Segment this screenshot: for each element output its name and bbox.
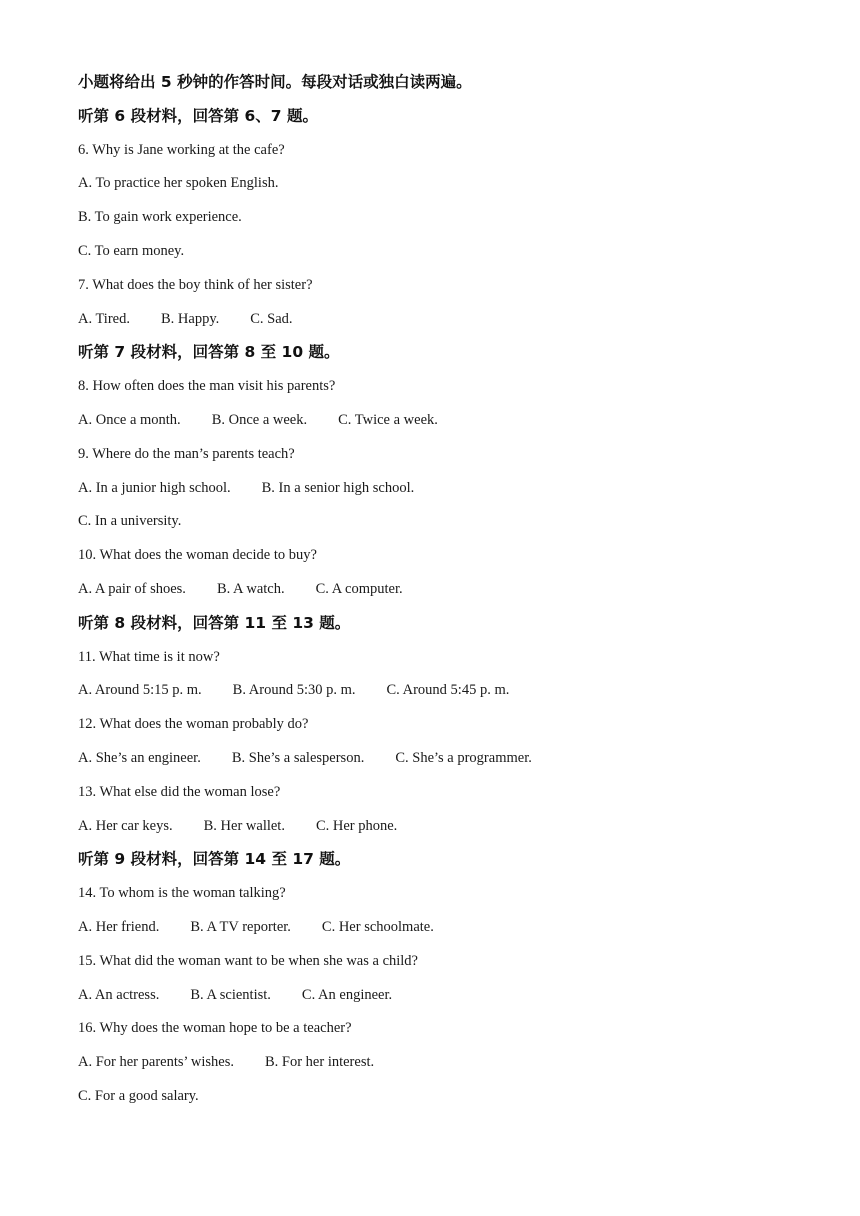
- option-a: A. To practice her spoken English.: [78, 175, 279, 192]
- option-b: B. In a senior high school.: [261, 479, 415, 496]
- question-text: 6. Why is Jane working at the cafe?: [78, 141, 285, 158]
- document-page: [78, 71, 798, 1119]
- option-a: A. Her car keys.: [78, 817, 173, 834]
- option-c: C. To earn money.: [78, 242, 185, 259]
- option-c: C. Twice a week.: [338, 411, 438, 428]
- options-row: [78, 984, 798, 1018]
- instruction-text: 小题将给出 5 秒钟的作答时间。每段对话或独白读两遍。: [78, 73, 472, 91]
- options-row: [78, 916, 798, 950]
- section-heading: 听第 9 段材料，回答第 14 至 17 题。: [78, 850, 351, 869]
- option-c: C. A computer.: [315, 580, 403, 597]
- options-row: [78, 679, 798, 713]
- question-text: 14. To whom is the woman talking?: [78, 885, 286, 902]
- option-b: B. A scientist.: [190, 986, 271, 1003]
- option-b: B. For her interest.: [264, 1054, 375, 1071]
- option-b: B. Happy.: [160, 310, 220, 327]
- option-a: A. An actress.: [78, 986, 160, 1003]
- question-text: 16. Why does the woman hope to be a teacher?: [78, 1020, 352, 1037]
- question-text: 8. How often does the man visit his parents?: [78, 378, 336, 395]
- question-text: 9. Where do the man’s parents teach?: [78, 445, 295, 462]
- options-row: [78, 1051, 798, 1085]
- question-text: 11. What time is it now?: [78, 648, 220, 665]
- question-text: 13. What else did the woman lose?: [78, 783, 281, 800]
- options-row: [78, 308, 798, 342]
- section-heading: 听第 7 段材料，回答第 8 至 10 题。: [78, 343, 340, 362]
- option-c: C. In a university.: [78, 513, 182, 530]
- options-row: [78, 578, 798, 612]
- section-heading: 听第 6 段材料，回答第 6、7 题。: [78, 106, 318, 125]
- options-row: [78, 477, 798, 511]
- option-a: A. Once a month.: [78, 411, 181, 428]
- option-c: C. Her schoolmate.: [321, 918, 434, 935]
- question-text: 15. What did the woman want to be when she was a child?: [78, 952, 418, 969]
- option-b: B. Once a week.: [211, 411, 308, 428]
- option-c: C. An engineer.: [301, 986, 393, 1003]
- option-a: A. A pair of shoes.: [78, 580, 186, 597]
- option-c: C. Sad.: [250, 310, 293, 327]
- option-a: A. In a junior high school.: [78, 479, 231, 496]
- option-a: A. Around 5:15 p. m.: [78, 682, 202, 699]
- section-heading: 听第 8 段材料，回答第 11 至 13 题。: [78, 613, 351, 632]
- option-b: B. To gain work experience.: [78, 209, 242, 226]
- option-c: C. For a good salary.: [78, 1087, 199, 1104]
- option-b: B. Around 5:30 p. m.: [232, 682, 356, 699]
- option-c: C. Around 5:45 p. m.: [386, 682, 510, 699]
- options-row: [78, 409, 798, 443]
- option-b: B. Her wallet.: [203, 817, 285, 834]
- option-b: B. A watch.: [216, 580, 285, 597]
- option-b: B. She’s a salesperson.: [231, 749, 365, 766]
- options-row: [78, 815, 798, 849]
- option-a: A. Her friend.: [78, 918, 160, 935]
- options-row: [78, 747, 798, 781]
- option-a: A. Tired.: [78, 310, 130, 327]
- option-a: A. For her parents’ wishes.: [78, 1054, 234, 1071]
- option-b: B. A TV reporter.: [190, 918, 291, 935]
- question-text: 7. What does the boy think of her sister?: [78, 276, 313, 293]
- option-c: C. She’s a programmer.: [395, 749, 532, 766]
- option-a: A. She’s an engineer.: [78, 749, 201, 766]
- question-text: 10. What does the woman decide to buy?: [78, 547, 317, 564]
- option-c: C. Her phone.: [315, 817, 398, 834]
- question-text: 12. What does the woman probably do?: [78, 716, 309, 733]
